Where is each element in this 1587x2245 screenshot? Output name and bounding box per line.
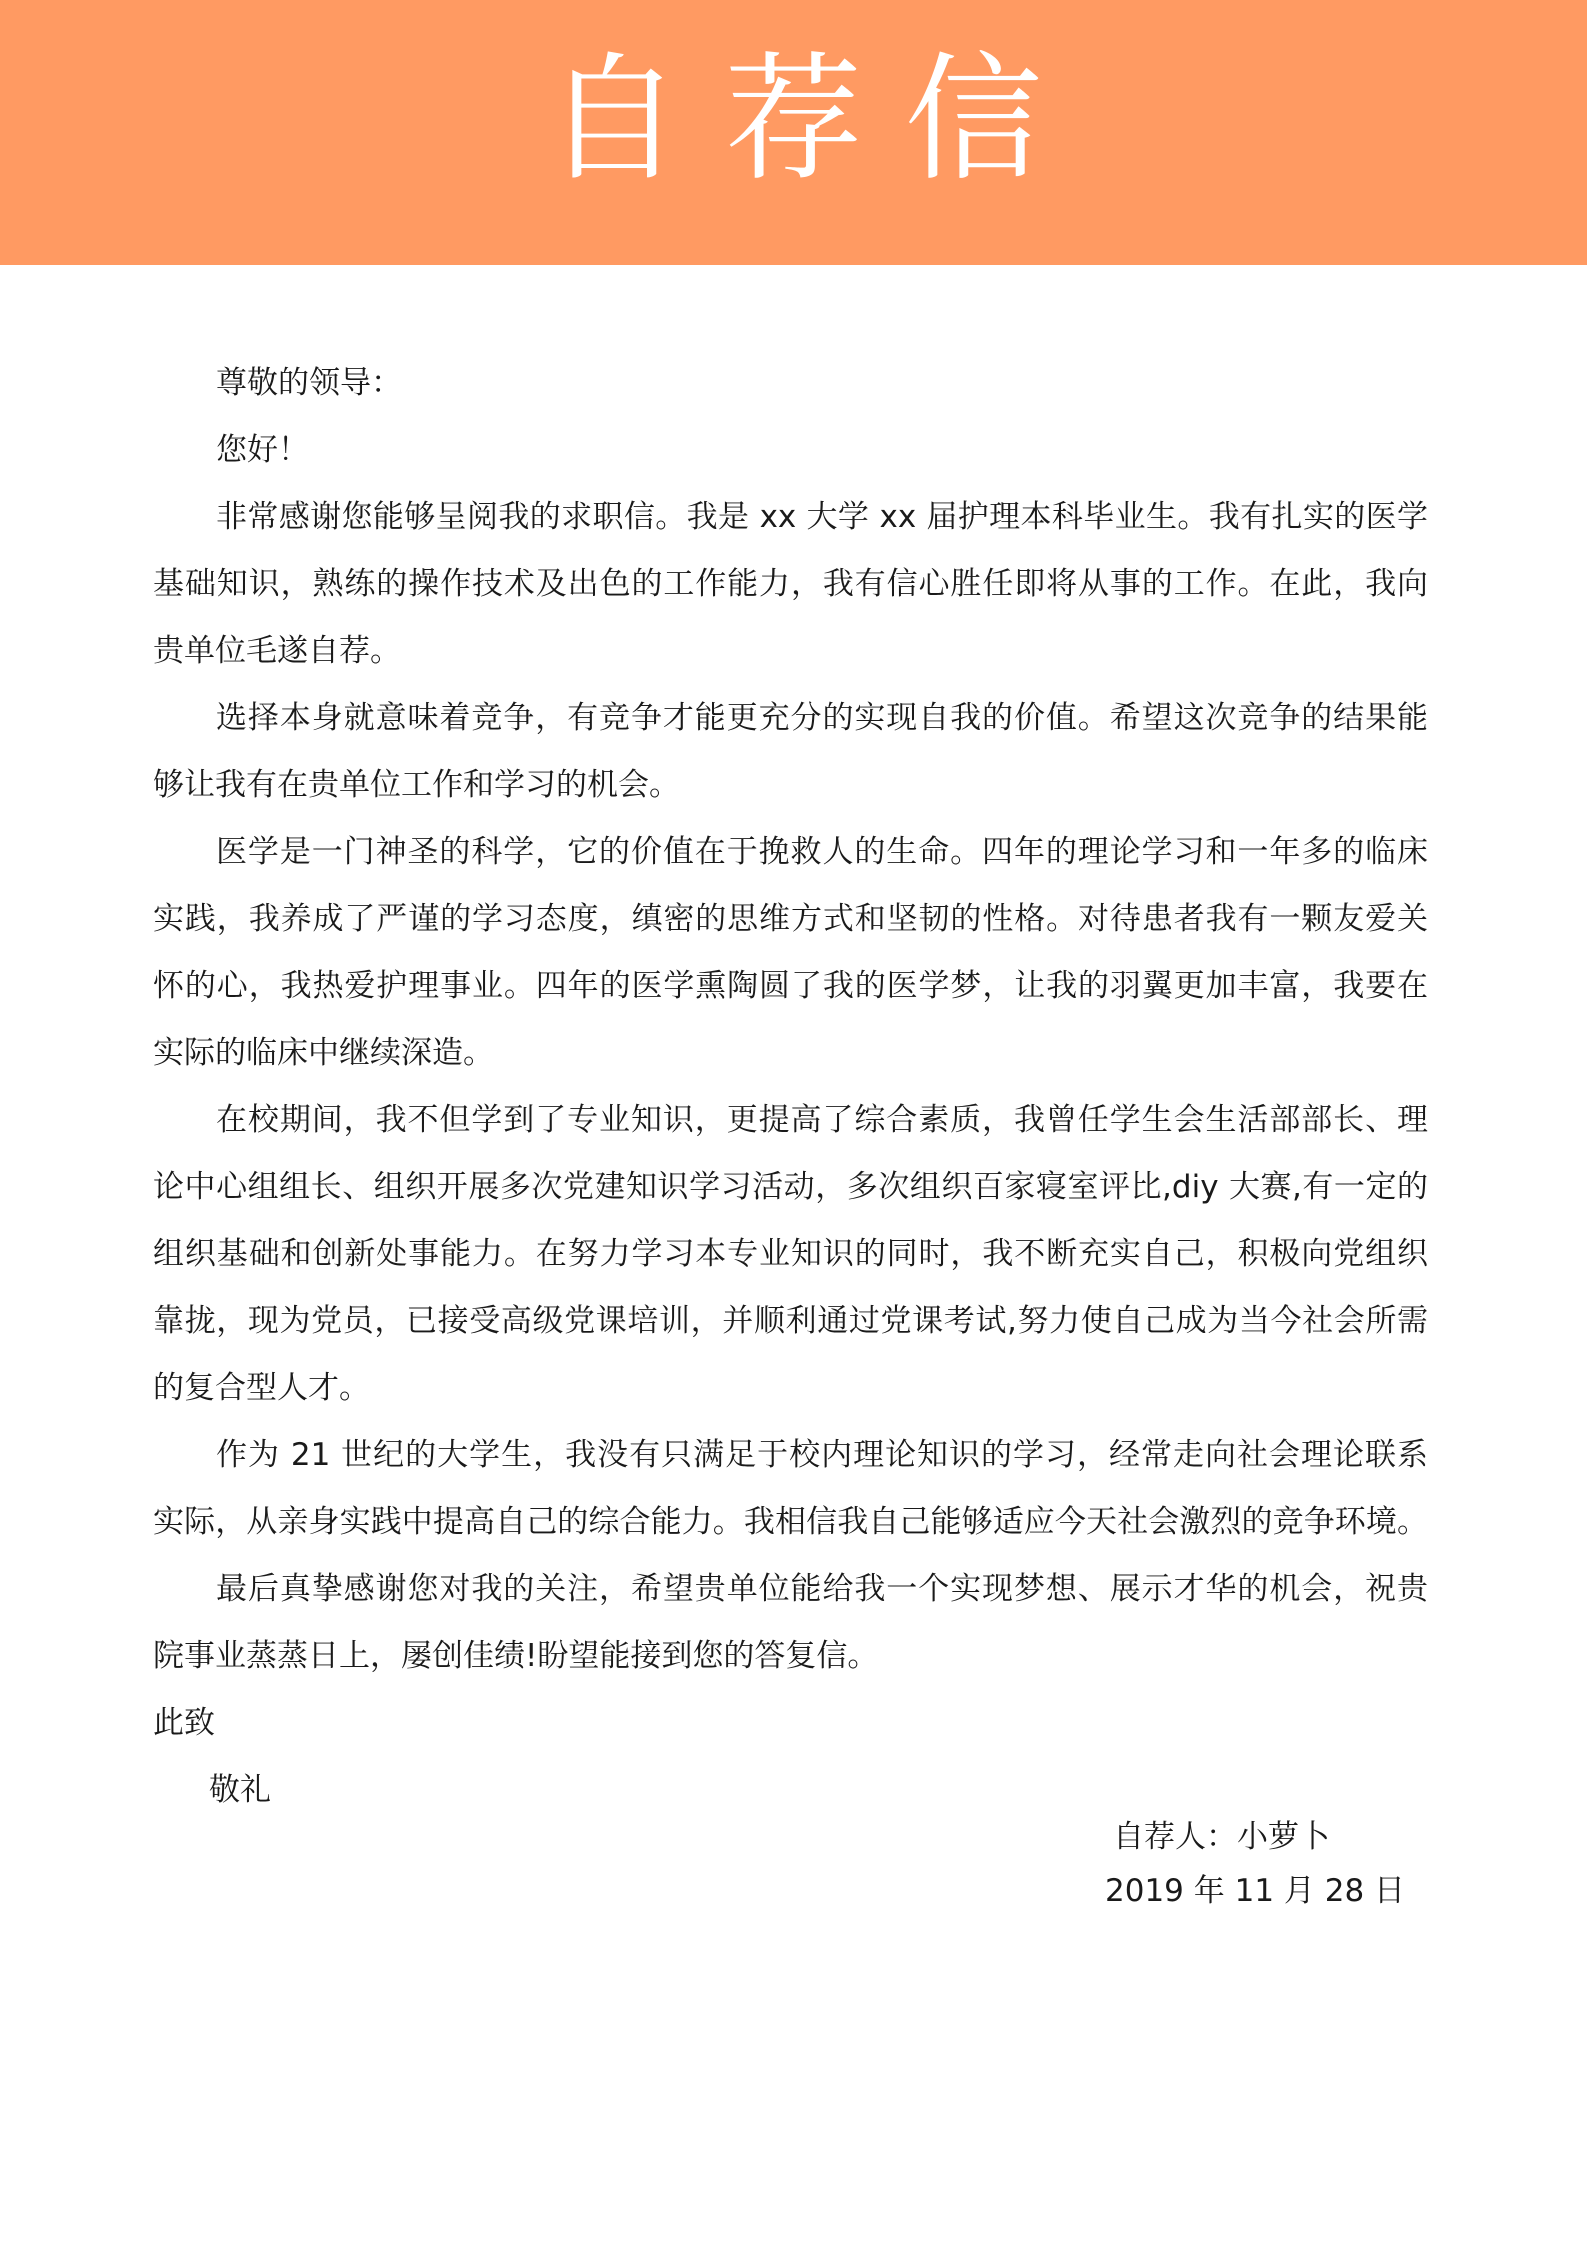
letter-body — [153, 350, 1428, 1824]
page-title: 自荐信 — [544, 39, 1085, 200]
paragraph-line: 医学是一门神圣的科学，它的价值在于挽救人的生命。四年的理论学习和一年多的临床 — [216, 834, 1428, 870]
paragraph-line: 够让我有在贵单位工作和学习的机会。 — [153, 767, 680, 803]
paragraph-line: 贵单位毛遂自荐。 — [153, 633, 401, 669]
paragraph-line: 最后真挚感谢您对我的关注，希望贵单位能给我一个实现梦想、展示才华的机会，祝贵 — [216, 1571, 1428, 1607]
paragraph-line: 在校期间，我不但学到了专业知识，更提高了综合素质，我曾任学生会生活部部长、理 — [216, 1102, 1428, 1138]
paragraph-line: 组织基础和创新处事能力。在努力学习本专业知识的同时，我不断充实自己，积极向党组织 — [153, 1236, 1428, 1272]
paragraph-line: 非常感谢您能够呈阅我的求职信。我是 xx 大学 xx 届护理本科毕业生。我有扎实的医学 — [216, 499, 1428, 535]
paragraph-line: 实际的临床中继续深造。 — [153, 1035, 494, 1071]
salutation: 尊敬的领导： — [216, 365, 402, 401]
paragraph-line: 选择本身就意味着竞争，有竞争才能更充分的实现自我的价值。希望这次竞争的结果能 — [216, 700, 1428, 736]
regards: 敬礼 — [209, 1772, 271, 1808]
paragraph-line: 的复合型人才。 — [153, 1370, 370, 1406]
paragraph-line: 实践，我养成了严谨的学习态度，缜密的思维方式和坚韧的性格。对待患者我有一颗友爱关 — [153, 901, 1428, 937]
header-banner — [0, 0, 1587, 265]
closing: 此致 — [153, 1705, 215, 1741]
paragraph-line: 实际，从亲身实践中提高自己的综合能力。我相信我自己能够适应今天社会激烈的竞争环境。 — [153, 1504, 1428, 1540]
paragraph-line: 院事业蒸蒸日上，屡创佳绩!盼望能接到您的答复信。 — [153, 1638, 879, 1674]
letter-date: 2019 年 11 月 28 日 — [1105, 1873, 1406, 1909]
paragraph-line: 论中心组组长、组织开展多次党建知识学习活动，多次组织百家寝室评比,diy 大赛,有一定的 — [153, 1169, 1428, 1205]
signer-name: 自荐人：小萝卜 — [1113, 1819, 1330, 1855]
greeting: 您好！ — [216, 432, 309, 468]
paragraph-line: 作为 21 世纪的大学生，我没有只满足于校内理论知识的学习，经常走向社会理论联系 — [216, 1437, 1428, 1473]
paragraph-line: 怀的心，我热爱护理事业。四年的医学熏陶圆了我的医学梦，让我的羽翼更加丰富，我要在 — [153, 968, 1428, 1004]
paragraph-line: 基础知识，熟练的操作技术及出色的工作能力，我有信心胜任即将从事的工作。在此，我向 — [153, 566, 1428, 602]
paragraph-line: 靠拢，现为党员，已接受高级党课培训，并顺利通过党课考试,努力使自己成为当今社会所需 — [153, 1303, 1428, 1339]
